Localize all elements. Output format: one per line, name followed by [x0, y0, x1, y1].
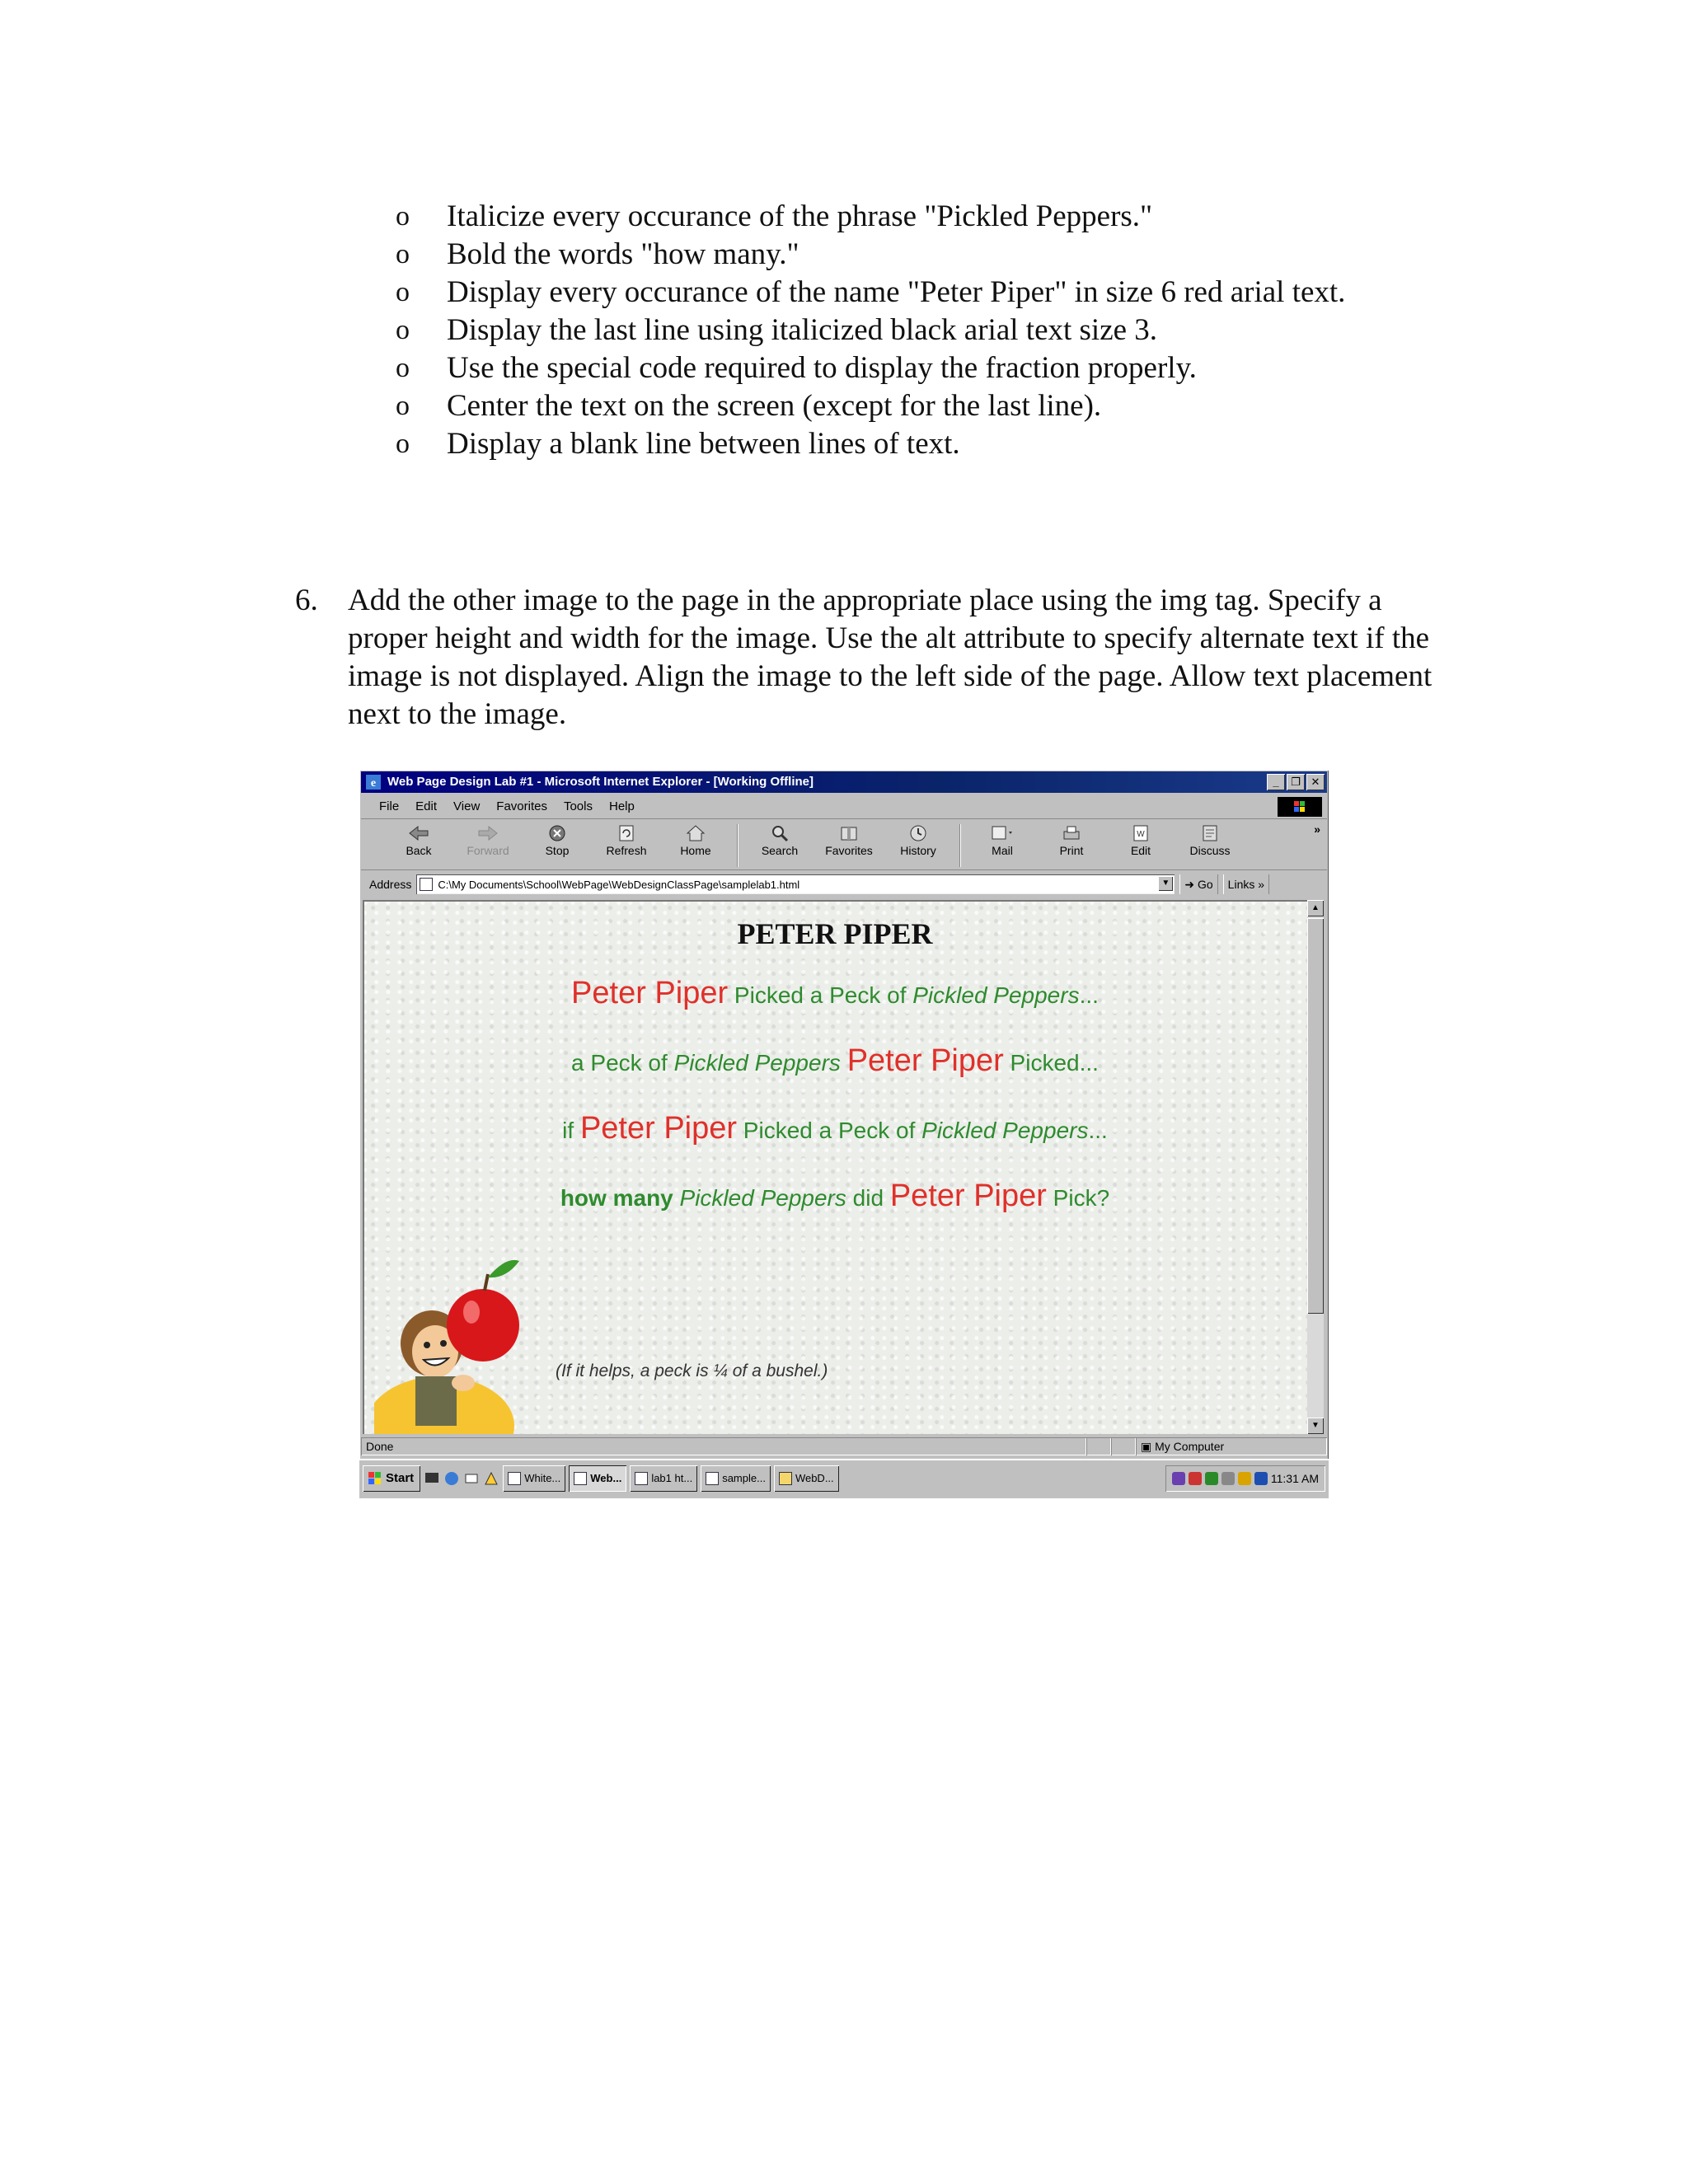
mail-button[interactable]: Mail: [968, 821, 1037, 857]
forward-button[interactable]: Forward: [453, 821, 523, 857]
bullet: o: [396, 315, 410, 345]
address-value: C:\My Documents\School\WebPage\WebDesignClassPage\samplelab1.html: [438, 878, 800, 891]
list-item: o Center the text on the screen (except for the last line).: [396, 387, 1345, 425]
status-text: Done: [366, 1440, 394, 1453]
tray-volume-icon[interactable]: [1221, 1472, 1235, 1485]
step-number: 6.: [295, 583, 318, 617]
address-input[interactable]: [416, 874, 1175, 894]
stop-icon: [547, 824, 567, 842]
bullet: o: [396, 429, 410, 459]
verse-line-1: Peter Piper Picked a Peck of Pickled Peppers...: [571, 976, 1099, 1010]
list-item: o Display the last line using italicized black arial text size 3.: [396, 312, 1345, 349]
sub-instruction-list: [396, 198, 1345, 463]
toolbar-chevron-icon[interactable]: »: [1314, 823, 1320, 836]
task-button[interactable]: lab1 ht...: [630, 1465, 697, 1492]
notepad-icon: [635, 1472, 648, 1485]
step-text: Add the other image to the page in the appropriate place using the img tag. Specify a proper height and width for the image. Use the alt attribute to specify alternate text if the image is not displayed. Align the image to the left side of the page. Allow text placement next to the image.: [348, 583, 1432, 731]
menu-tools[interactable]: Tools: [563, 799, 593, 813]
list-item: o Use the special code required to display the fraction properly.: [396, 349, 1345, 387]
list-item: o Italicize every occurance of the phrase "Pickled Peppers.": [396, 198, 1345, 236]
verse-line-3: if Peter Piper Picked a Peck of Pickled Peppers...: [562, 1111, 1108, 1146]
search-icon: [770, 824, 790, 842]
verse-line-4: how many Pickled Peppers did Peter Piper Pick?: [560, 1179, 1110, 1213]
computer-icon: ▣: [1141, 1440, 1152, 1453]
task-button[interactable]: WebD...: [774, 1465, 839, 1492]
history-button[interactable]: History: [884, 821, 953, 857]
maximize-button[interactable]: ❐: [1287, 774, 1305, 790]
zone-cell: [1136, 1437, 1327, 1455]
tray-app-icon[interactable]: [1189, 1472, 1202, 1485]
page-heading: PETER PIPER: [737, 917, 933, 950]
refresh-icon: [617, 824, 636, 842]
links-button[interactable]: Links »: [1223, 874, 1269, 894]
svg-text:e: e: [370, 777, 377, 790]
refresh-button[interactable]: Refresh: [592, 821, 661, 857]
menu-favorites[interactable]: Favorites: [496, 799, 547, 813]
step-6: [295, 582, 1432, 733]
search-button[interactable]: Search: [745, 821, 814, 857]
go-arrow-icon: ➜: [1184, 878, 1195, 891]
favorites-button[interactable]: Favorites: [814, 821, 884, 857]
tray-app-icon[interactable]: [1238, 1472, 1251, 1485]
clock[interactable]: 11:31 AM: [1270, 1472, 1319, 1485]
back-arrow-icon: [408, 824, 429, 842]
home-icon: [686, 824, 706, 842]
verse-line-2: a Peck of Pickled Peppers Peter Piper Picked...: [571, 1043, 1099, 1078]
ie-logo-icon: [366, 775, 381, 790]
print-icon: [1062, 824, 1081, 842]
footnote: (If it helps, a peck is ¼ of a bushel.): [556, 1361, 828, 1380]
browser-screenshot: [359, 770, 1329, 1498]
notepad-icon: [706, 1472, 719, 1485]
mail-icon: [991, 824, 1014, 842]
windows-logo-icon: [1278, 797, 1322, 817]
boy-with-apple-clipart: [374, 1236, 556, 1434]
minimize-button[interactable]: _: [1267, 774, 1285, 790]
address-bar: [361, 872, 1327, 897]
task-button[interactable]: sample...: [701, 1465, 771, 1492]
scroll-down-icon[interactable]: ▼: [1307, 1418, 1324, 1434]
zone-text: My Computer: [1155, 1440, 1225, 1453]
address-label: Address: [369, 878, 412, 891]
start-button[interactable]: Start: [363, 1465, 420, 1492]
menu-edit[interactable]: Edit: [415, 799, 438, 813]
folder-icon: [779, 1472, 792, 1485]
page-viewport: [363, 900, 1307, 1434]
menu-bar: [361, 794, 1327, 819]
status-cell: [1111, 1437, 1136, 1455]
chevron-down-icon[interactable]: ▼: [1158, 876, 1173, 891]
menu-file[interactable]: File: [379, 799, 400, 813]
bullet: o: [396, 277, 410, 307]
bullet: o: [396, 391, 410, 421]
list-item: o Display a blank line between lines of text.: [396, 425, 1345, 463]
toolbar-separator: [959, 824, 961, 867]
standard-toolbar: [361, 821, 1327, 870]
bullet: o: [396, 239, 410, 269]
discuss-button[interactable]: Discuss: [1175, 821, 1245, 857]
forward-arrow-icon: [477, 824, 499, 842]
title-bar: [361, 771, 1327, 793]
tray-shield-icon[interactable]: [1172, 1472, 1185, 1485]
svg-text:W: W: [1137, 830, 1145, 839]
edit-icon: [1131, 824, 1151, 842]
print-button[interactable]: Print: [1037, 821, 1106, 857]
discuss-icon: [1200, 824, 1220, 842]
document-icon: [508, 1472, 521, 1485]
page-icon: [420, 878, 433, 891]
windows-flag-icon: [368, 1471, 382, 1486]
channels-quicklaunch-icon[interactable]: [483, 1470, 499, 1487]
window-title: Web Page Design Lab #1 - Microsoft Internet Explorer - [Working Offline]: [387, 775, 814, 789]
favorites-icon: [839, 824, 859, 842]
home-button[interactable]: Home: [661, 821, 730, 857]
status-bar: [361, 1436, 1327, 1457]
scroll-up-icon[interactable]: ▲: [1307, 900, 1324, 916]
back-button[interactable]: Back: [384, 821, 453, 857]
close-button[interactable]: ✕: [1306, 774, 1325, 790]
vertical-scrollbar[interactable]: [1307, 900, 1324, 1434]
system-tray: [1165, 1465, 1325, 1492]
bullet: o: [396, 353, 410, 383]
tray-network-icon[interactable]: [1254, 1472, 1268, 1485]
scroll-thumb[interactable]: [1307, 918, 1324, 1314]
bullet: o: [396, 201, 410, 232]
status-text-cell: [361, 1437, 1086, 1455]
task-button[interactable]: White...: [503, 1465, 565, 1492]
windows-taskbar: [359, 1459, 1329, 1498]
menu-help[interactable]: Help: [609, 799, 635, 813]
list-item: o Bold the words "how many.": [396, 236, 1345, 274]
menu-view[interactable]: View: [453, 799, 481, 813]
show-desktop-icon[interactable]: [424, 1470, 440, 1487]
list-item: o Display every occurance of the name "Peter Piper" in size 6 red arial text.: [396, 274, 1345, 312]
history-icon: [908, 824, 928, 842]
ie-quicklaunch-icon[interactable]: [443, 1470, 460, 1487]
tray-app-icon[interactable]: [1205, 1472, 1218, 1485]
stop-button[interactable]: Stop: [523, 821, 592, 857]
edit-button[interactable]: W Edit: [1106, 821, 1175, 857]
toolbar-separator: [737, 824, 738, 867]
outlook-quicklaunch-icon[interactable]: [463, 1470, 480, 1487]
window-controls: [1267, 774, 1325, 790]
go-button[interactable]: ➜ Go: [1179, 874, 1217, 894]
status-cell: [1086, 1437, 1111, 1455]
ie-page-icon: [574, 1472, 587, 1485]
task-button-active[interactable]: Web...: [569, 1465, 626, 1492]
